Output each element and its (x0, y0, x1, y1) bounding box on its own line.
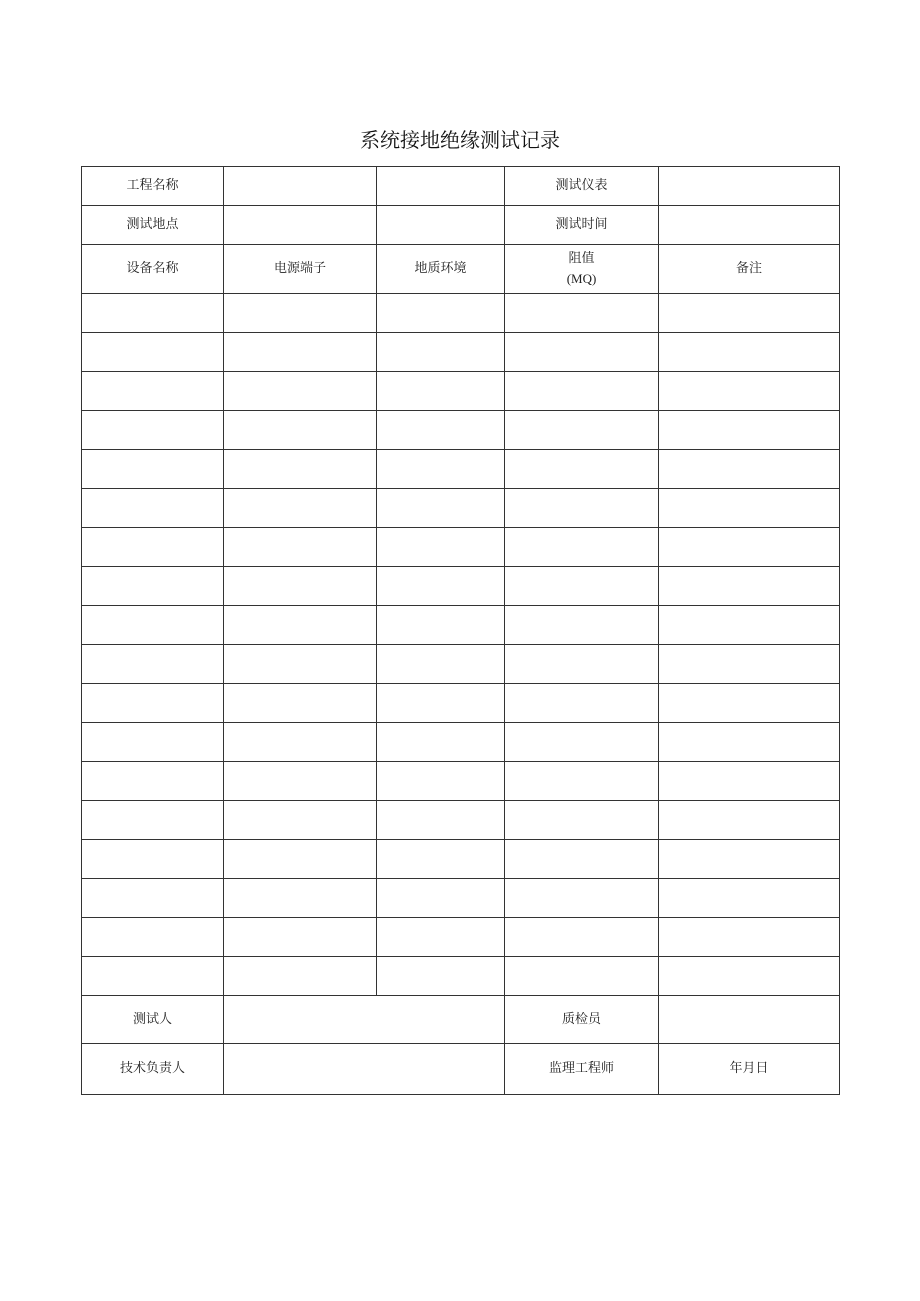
remarks-cell[interactable] (659, 606, 840, 645)
device-name-cell[interactable] (82, 762, 224, 801)
table-row (82, 918, 840, 957)
resistance-cell[interactable] (505, 606, 659, 645)
power-terminal-cell[interactable] (224, 840, 377, 879)
power-terminal-cell[interactable] (224, 528, 377, 567)
project-name-field[interactable] (224, 167, 377, 206)
power-terminal-cell[interactable] (224, 333, 377, 372)
test-time-field[interactable] (659, 206, 840, 245)
device-name-cell[interactable] (82, 684, 224, 723)
table-row (82, 333, 840, 372)
table-row (82, 879, 840, 918)
remarks-header: 备注 (659, 245, 840, 294)
table-row (82, 411, 840, 450)
resistance-cell[interactable] (505, 645, 659, 684)
geology-cell[interactable] (377, 840, 505, 879)
table-row (82, 450, 840, 489)
device-name-cell[interactable] (82, 723, 224, 762)
resistance-unit-label: (MQ) (566, 271, 597, 286)
table-row (82, 294, 840, 333)
remarks-cell[interactable] (659, 528, 840, 567)
table-row (82, 801, 840, 840)
device-name-cell[interactable] (82, 606, 224, 645)
resistance-cell[interactable] (505, 333, 659, 372)
power-terminal-cell[interactable] (224, 372, 377, 411)
geology-cell[interactable] (377, 723, 505, 762)
power-terminal-cell[interactable] (224, 645, 377, 684)
device-name-cell[interactable] (82, 840, 224, 879)
power-terminal-cell[interactable] (224, 450, 377, 489)
device-name-cell[interactable] (82, 489, 224, 528)
geology-cell[interactable] (377, 411, 505, 450)
resistance-cell[interactable] (505, 957, 659, 996)
power-terminal-cell[interactable] (224, 918, 377, 957)
power-terminal-cell[interactable] (224, 879, 377, 918)
inspector-label: 质检员 (505, 996, 659, 1044)
resistance-cell[interactable] (505, 801, 659, 840)
remarks-cell[interactable] (659, 450, 840, 489)
device-name-cell[interactable] (82, 333, 224, 372)
location-info-row (82, 206, 840, 245)
geology-cell[interactable] (377, 489, 505, 528)
resistance-cell[interactable] (505, 918, 659, 957)
test-record-table (81, 166, 840, 1095)
device-name-header: 设备名称 (82, 245, 224, 294)
table-row (82, 840, 840, 879)
geology-header: 地质环境 (377, 245, 505, 294)
power-terminal-header: 电源端子 (224, 245, 377, 294)
geology-cell[interactable] (377, 450, 505, 489)
column-header-row (82, 245, 840, 294)
project-name-extra-field[interactable] (377, 167, 505, 206)
remarks-cell[interactable] (659, 801, 840, 840)
table-row (82, 957, 840, 996)
remarks-cell[interactable] (659, 840, 840, 879)
geology-cell[interactable] (377, 528, 505, 567)
table-row (82, 489, 840, 528)
resistance-cell[interactable] (505, 294, 659, 333)
remarks-cell[interactable] (659, 957, 840, 996)
resistance-header-label: 阻值 (568, 251, 595, 266)
resistance-cell[interactable] (505, 567, 659, 606)
table-row (82, 684, 840, 723)
power-terminal-cell[interactable] (224, 294, 377, 333)
remarks-cell[interactable] (659, 879, 840, 918)
power-terminal-cell[interactable] (224, 723, 377, 762)
resistance-cell[interactable] (505, 762, 659, 801)
inspector-field[interactable] (659, 996, 840, 1044)
geology-cell[interactable] (377, 879, 505, 918)
instrument-field[interactable] (659, 167, 840, 206)
resistance-cell[interactable] (505, 489, 659, 528)
device-name-cell[interactable] (82, 879, 224, 918)
device-name-cell[interactable] (82, 411, 224, 450)
geology-cell[interactable] (377, 372, 505, 411)
table-row (82, 567, 840, 606)
remarks-cell[interactable] (659, 489, 840, 528)
location-field[interactable] (224, 206, 377, 245)
geology-cell[interactable] (377, 333, 505, 372)
instrument-label: 测试仪表 (505, 167, 659, 206)
resistance-cell[interactable] (505, 372, 659, 411)
tech-lead-label: 技术负责人 (82, 1044, 224, 1095)
resistance-header (505, 245, 659, 294)
tester-label: 测试人 (82, 996, 224, 1044)
table-row (82, 723, 840, 762)
power-terminal-cell[interactable] (224, 684, 377, 723)
resistance-cell[interactable] (505, 879, 659, 918)
power-terminal-cell[interactable] (224, 957, 377, 996)
geology-cell[interactable] (377, 294, 505, 333)
device-name-cell[interactable] (82, 528, 224, 567)
device-name-cell[interactable] (82, 918, 224, 957)
remarks-cell[interactable] (659, 294, 840, 333)
remarks-cell[interactable] (659, 723, 840, 762)
device-name-cell[interactable] (82, 372, 224, 411)
remarks-cell[interactable] (659, 762, 840, 801)
resistance-cell[interactable] (505, 723, 659, 762)
device-name-cell[interactable] (82, 567, 224, 606)
geology-cell[interactable] (377, 567, 505, 606)
table-row (82, 372, 840, 411)
tech-lead-field[interactable] (224, 1044, 505, 1095)
resistance-cell[interactable] (505, 840, 659, 879)
remarks-cell[interactable] (659, 372, 840, 411)
device-name-cell[interactable] (82, 645, 224, 684)
supervisor-label: 监理工程师 (505, 1044, 659, 1095)
project-info-row (82, 167, 840, 206)
geology-cell[interactable] (377, 684, 505, 723)
geology-cell[interactable] (377, 918, 505, 957)
resistance-cell[interactable] (505, 411, 659, 450)
device-name-cell[interactable] (82, 801, 224, 840)
remarks-cell[interactable] (659, 567, 840, 606)
resistance-cell[interactable] (505, 450, 659, 489)
power-terminal-cell[interactable] (224, 411, 377, 450)
geology-cell[interactable] (377, 801, 505, 840)
page-title: 系统接地绝缘测试记录 (360, 128, 560, 152)
signature-row-tech-lead (82, 1044, 840, 1095)
power-terminal-cell[interactable] (224, 762, 377, 801)
geology-cell[interactable] (377, 762, 505, 801)
device-name-cell[interactable] (82, 450, 224, 489)
table-row (82, 645, 840, 684)
remarks-cell[interactable] (659, 411, 840, 450)
remarks-cell[interactable] (659, 645, 840, 684)
location-extra-field[interactable] (377, 206, 505, 245)
remarks-cell[interactable] (659, 333, 840, 372)
geology-cell[interactable] (377, 957, 505, 996)
supervisor-date-field[interactable]: 年月日 (659, 1044, 840, 1095)
test-time-label: 测试时间 (505, 206, 659, 245)
remarks-cell[interactable] (659, 918, 840, 957)
table-row (82, 528, 840, 567)
tester-field[interactable] (224, 996, 505, 1044)
power-terminal-cell[interactable] (224, 567, 377, 606)
project-name-label: 工程名称 (82, 167, 224, 206)
device-name-cell[interactable] (82, 294, 224, 333)
resistance-cell[interactable] (505, 528, 659, 567)
remarks-cell[interactable] (659, 684, 840, 723)
device-name-cell[interactable] (82, 957, 224, 996)
power-terminal-cell[interactable] (224, 606, 377, 645)
power-terminal-cell[interactable] (224, 801, 377, 840)
table-row (82, 606, 840, 645)
table-row (82, 762, 840, 801)
location-label: 测试地点 (82, 206, 224, 245)
resistance-cell[interactable] (505, 684, 659, 723)
signature-row-tester (82, 996, 840, 1044)
power-terminal-cell[interactable] (224, 489, 377, 528)
geology-cell[interactable] (377, 606, 505, 645)
geology-cell[interactable] (377, 645, 505, 684)
